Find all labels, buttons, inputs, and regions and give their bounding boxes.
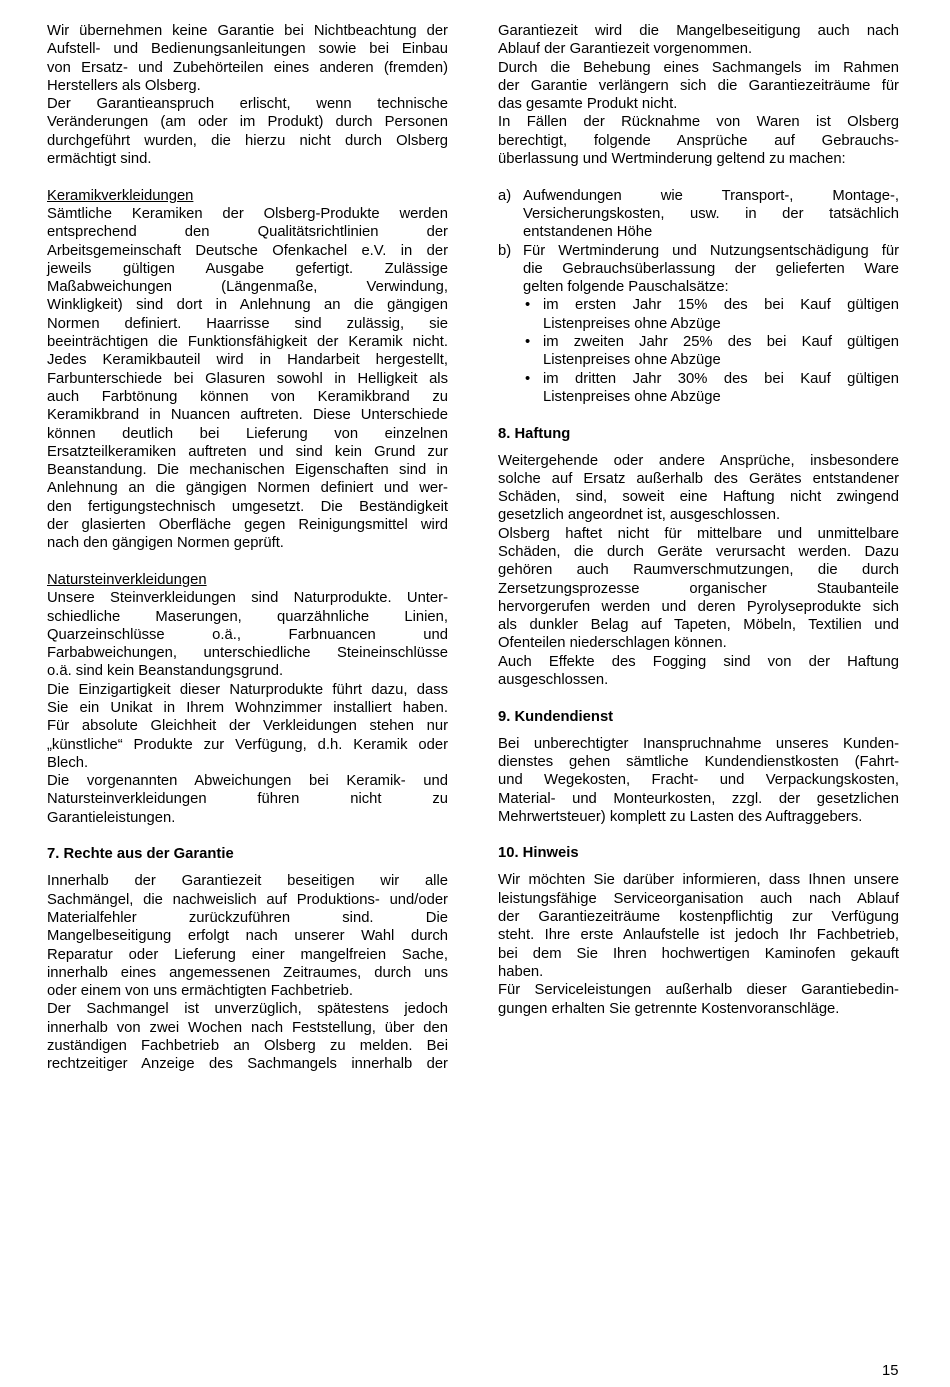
paragraph: [498, 452, 899, 525]
subsection-heading: Natursteinverkleidungen: [47, 571, 207, 588]
text-line: steht. Ihre erste Anlaufstelle ist jedoch Ihr Fachbetrieb,: [498, 927, 899, 944]
text-line: im dritten Jahr 30% des bei Kauf gültigen: [543, 370, 899, 387]
paragraph: [498, 981, 899, 1018]
text-line: gehören auch Raumverschmutzungen, die durch: [498, 562, 899, 579]
text-line: hervorgerufen werden und deren Pyrolyseprodukte sich: [498, 598, 899, 615]
blank-line: [47, 827, 448, 845]
text-line: bei dem Sie Ihren hochwertigen Kaminofen gekauft: [498, 945, 899, 962]
paragraph: [47, 589, 448, 680]
list-marker: a): [498, 187, 512, 204]
text-line: berechtigt, folgende Ansprüche auf Gebrauchs-: [498, 132, 899, 149]
text-line: Wir übernehmen keine Garantie bei Nichtbeachtung der: [47, 23, 448, 39]
text-line: Die vorgenannten Abweichungen bei Keramik- und: [47, 773, 448, 790]
paragraph: [498, 653, 899, 690]
left-column: [47, 22, 448, 1074]
text-line: der glasierten Oberfläche gegen Reinigungsmittel wird: [47, 517, 448, 534]
section-heading: 7. Rechte aus der Garantie: [47, 846, 234, 863]
text-line: leistungsfähige Serviceorganisation auch nach Ablauf: [498, 890, 899, 907]
text-line: oder einem von uns ermächtigten Fachbetrieb.: [47, 983, 353, 1000]
text-line: nach den gängigen Normen geprüft.: [47, 535, 284, 552]
text-line: Mehrwertsteuer) komplett zu Lasten des Auftraggebers.: [498, 808, 863, 825]
subsection-heading: Keramikverkleidungen: [47, 187, 194, 204]
text-line: Normen definiert. Haarrisse sind zulässig, sie: [47, 315, 448, 332]
text-line: Beanstandung. Die mechanischen Eigenschaften sind in: [47, 462, 448, 479]
text-line: rechtzeitiger Anzeige des Sachmangels innerhalb der: [47, 1056, 448, 1073]
blank-line: [498, 406, 899, 424]
text-line: Ersatzteilkeramiken auftreten und sind kein Grund zur: [47, 443, 448, 460]
text-line: Farbunterschiede bei Glasuren sowohl in Helligkeit als: [47, 370, 448, 387]
text-line: Mangelbeseitigung erfolgt nach unserer Wahl durch: [47, 928, 448, 945]
paragraph: [47, 1000, 448, 1073]
text-line: Herstellers als Olsberg.: [47, 77, 201, 94]
text-line: dienstes gehen sämtliche Kundendienstkosten (Fahrt-: [498, 753, 899, 770]
text-line: und Wegekosten, Fracht- und Verpackungskosten,: [498, 772, 899, 789]
text-line: im zweiten Jahr 25% des bei Kauf gültigen: [543, 334, 899, 351]
text-line: innerhalb von zwei Wochen nach Feststellung, über den: [47, 1019, 448, 1036]
text-line: Sämtliche Keramiken der Olsberg-Produkte werden: [47, 205, 448, 222]
text-line: Innerhalb der Garantiezeit beseitigen wir alle: [47, 873, 448, 890]
text-line: Listenpreises ohne Abzüge: [543, 352, 721, 369]
text-line: die Gebrauchsüberlassung der gelieferten Ware: [523, 260, 899, 277]
paragraph: [498, 871, 899, 981]
text-line: entsprechend den Qualitätsrichtlinien der: [47, 224, 448, 241]
text-line: Material- und Monteurkosten, zzgl. der gesetzlichen: [498, 790, 899, 807]
text-line: Aufwendungen wie Transport-, Montage-,: [523, 187, 899, 204]
blank-line: [47, 553, 448, 571]
paragraph: [498, 59, 899, 114]
text-line: von Ersatz- und Zubehörteilen eines anderen (fremden): [47, 59, 448, 76]
text-line: entstandenen Höhe: [523, 224, 653, 241]
text-line: Der Sachmangel ist unverzüglich, spätestens jedoch: [47, 1001, 448, 1018]
paragraph: [47, 22, 448, 95]
paragraph: [47, 772, 448, 827]
text-line: Sachmängel, die nachweislich auf Produktions- und/oder: [47, 891, 448, 908]
blank-line: [47, 168, 448, 186]
paragraph: [498, 525, 899, 653]
text-line: Unsere Steinverkleidungen sind Naturprodukte. Unter-: [47, 590, 448, 607]
text-line: Der Garantieanspruch erlischt, wenn technische: [47, 96, 448, 113]
paragraph: [47, 95, 448, 168]
paragraph: [498, 735, 899, 826]
text-line: Garantiezeit wird die Mangelbeseitigung auch nach: [498, 23, 899, 39]
text-line: Sie ein Unikat in Ihrem Wohnzimmer installiert haben.: [47, 699, 448, 716]
text-line: der Garantiezeiträume kostenpflichtig zur Verfügung: [498, 909, 899, 926]
text-line: den fertigungstechnisch umgesetzt. Die Beständigkeit: [47, 498, 448, 515]
text-line: Blech.: [47, 754, 89, 771]
list-marker: b): [498, 242, 512, 259]
text-line: Olsberg haftet nicht für mittelbare und unmittelbare: [498, 525, 899, 542]
text-line: solche auf Ersatz außerhalb des Gerätes entstandener: [498, 470, 899, 487]
text-line: können deutlich bei Lieferung von einzelnen: [47, 425, 448, 442]
text-line: als dunkler Belag auf Tapeten, Möbeln, Textilien und: [498, 617, 899, 634]
text-line: In Fällen der Rücknahme von Waren ist Olsberg: [498, 114, 899, 131]
section-heading: 9. Kundendienst: [498, 708, 614, 725]
bullet-item: [523, 370, 899, 407]
paragraph: [47, 681, 448, 772]
bullet-item: [523, 333, 899, 370]
section-heading: 10. Hinweis: [498, 845, 579, 862]
page-number: 15: [882, 1363, 899, 1379]
text-line: Auch Effekte des Fogging sind von der Haftung: [498, 653, 899, 670]
text-line: Reparatur oder Lieferung einer mangelfreien Sache,: [47, 946, 448, 963]
bullet-icon: •: [525, 297, 531, 314]
text-line: Die Einzigartigkeit dieser Naturprodukte führt dazu, dass: [47, 681, 448, 698]
text-line: Veränderungen (am oder im Produkt) durch Personen: [47, 114, 448, 131]
right-column: [498, 22, 899, 1018]
text-line: Farbabweichungen, unterschiedliche Steineinschlüsse: [47, 645, 448, 662]
text-line: Für Wertminderung und Nutzungsentschädigung für: [523, 242, 899, 259]
paragraph: [47, 872, 448, 1000]
blank-line: [498, 826, 899, 844]
text-line: zuständigen Fachbetrieb an Olsberg zu melden. Bei: [47, 1038, 448, 1055]
text-line: durchgeführt wurden, die hierzu nicht durch Olsberg: [47, 132, 448, 149]
text-line: Materialfehler zurückzuführen sind. Die: [47, 909, 448, 926]
text-line: ermächtigt sind.: [47, 151, 152, 168]
text-line: gelten folgende Pauschalsätze:: [523, 279, 729, 296]
text-line: Keramikbrand in Nuancen auftreten. Diese Unterschiede: [47, 407, 448, 424]
text-line: Quarzeinschlüsse o.ä., Farbnuancen und: [47, 626, 448, 643]
text-line: Winkligkeit) sind dort in Anlehnung an die gängigen: [47, 297, 448, 314]
bullet-icon: •: [525, 370, 531, 387]
text-line: gungen erhalten Sie getrennte Kostenvoranschläge.: [498, 1000, 840, 1017]
text-line: innerhalb eines angemessenen Zeitraumes, durch uns: [47, 964, 448, 981]
text-line: Jedes Keramikbauteil wird in Handarbeit hergestellt,: [47, 352, 448, 369]
text-line: das gesamte Produkt nicht.: [498, 96, 678, 113]
text-line: Anlehnung an die gängigen Normen definiert und wer-: [47, 480, 448, 497]
text-line: schiedliche Maserungen, quarzähnliche Linien,: [47, 608, 448, 625]
blank-line: [498, 689, 899, 707]
text-line: Natursteinverkleidungen führen nicht zu: [47, 791, 448, 808]
text-line: Schäden, die durch Geräte verursacht werden. Dazu: [498, 544, 899, 560]
text-line: Listenpreises ohne Abzüge: [543, 388, 721, 405]
paragraph: [498, 22, 899, 59]
text-line: Garantieleistungen.: [47, 809, 176, 826]
text-line: Zersetzungsprozesse organischer Staubanteile: [498, 580, 899, 597]
text-line: Listenpreises ohne Abzüge: [543, 315, 721, 332]
text-line: Durch die Behebung eines Sachmangels im Rahmen: [498, 59, 899, 76]
text-line: jeweils gültigen Ausgabe gefertigt. Zulässige: [47, 260, 448, 277]
text-line: beeinträchtigen die Funktionsfähigkeit der Keramik nicht.: [47, 334, 448, 351]
text-line: haben.: [498, 963, 544, 980]
text-line: Arbeitsgemeinschaft Deutsche Ofenkachel e.V. in der: [47, 242, 448, 259]
text-line: Ablauf der Garantiezeit vorgenommen.: [498, 41, 753, 58]
text-line: Aufstell- und Bedienungsanleitungen sowie bei Einbau: [47, 41, 448, 58]
text-line: Für Serviceleistungen außerhalb dieser Garantiebedin-: [498, 982, 899, 999]
text-line: Versicherungskosten, usw. in der tatsächlich: [523, 205, 899, 222]
paragraph: [47, 205, 448, 553]
text-line: Ofenteilen niederschlagen können.: [498, 635, 727, 652]
section-heading: 8. Haftung: [498, 425, 571, 442]
text-line: o.ä. sind kein Beanstandungsgrund.: [47, 663, 284, 680]
text-line: ausgeschlossen.: [498, 672, 609, 689]
text-line: Weitergehende oder andere Ansprüche, insbesondere: [498, 452, 899, 469]
text-line: „künstliche“ Produkte zur Verfügung, d.h. Keramik oder: [47, 736, 448, 753]
text-line: Schäden, sind, soweit eine Haftung nicht zwingend: [498, 489, 899, 506]
blank-line: [498, 168, 899, 186]
text-line: im ersten Jahr 15% des bei Kauf gültigen: [543, 297, 899, 314]
paragraph: [498, 113, 899, 168]
text-line: Für absolute Gleichheit der Verkleidungen stehen nur: [47, 718, 448, 735]
text-line: Maßabweichungen (Längenmaße, Verwindung,: [47, 279, 448, 296]
text-line: überlassung und Wertminderung geltend zu machen:: [498, 151, 846, 168]
bullet-icon: •: [525, 334, 531, 351]
text-line: gesetzlich angeordnet ist, ausgeschlossen.: [498, 507, 781, 524]
text-line: der Garantie verlängern sich die Garantiezeiträume für: [498, 77, 899, 94]
list-item: [498, 187, 899, 242]
text-line: Bei unberechtigter Inanspruchnahme unseres Kunden-: [498, 735, 899, 752]
text-line: auch Farbtönung können von Keramikbrand zu: [47, 388, 448, 405]
text-line: Wir möchten Sie darüber informieren, dass Ihnen unsere: [498, 872, 899, 889]
bullet-item: [523, 296, 899, 333]
list-item: [498, 242, 899, 297]
